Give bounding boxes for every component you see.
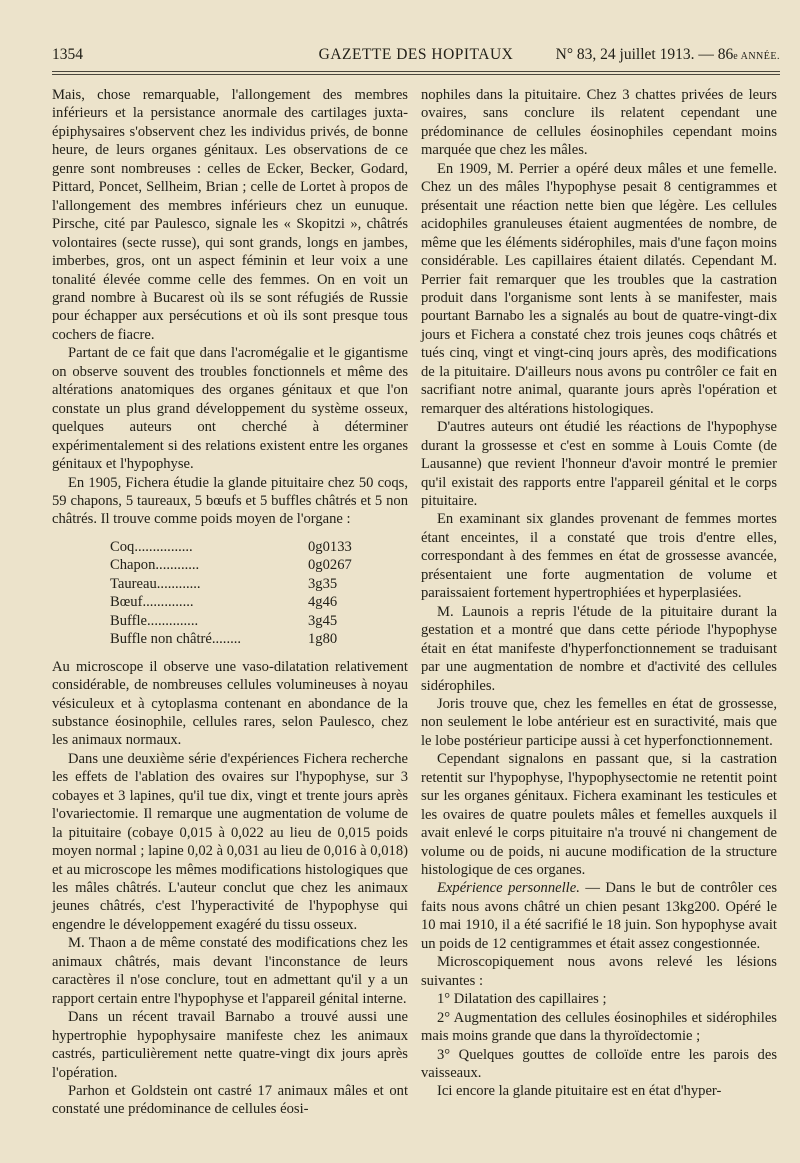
table-row [110, 593, 352, 611]
paragraph: nophiles dans la pituitaire. Chez 3 chattes privées de leurs ovaires, sans conclure ils relatent cependant une prédominance de cellules éosinophiles cependant moins marquée que chez les mâles. [421, 87, 777, 159]
table-row [110, 556, 352, 574]
paragraph: Ici encore la glande pituitaire est en état d'hyper- [437, 1083, 722, 1100]
paragraph-text: — Dans le but de contrôler ces faits nous avons châtré un chien pesant 13kg200. Opéré le 10 mai 1910, il a été sacrifié le 18 juin. Son hypophyse avait un poids de 12 centigrammes et était assez congestionnée. [421, 880, 778, 952]
running-header [52, 44, 780, 66]
table-row [110, 575, 352, 593]
paragraph: D'autres auteurs ont étudié les réactions de l'hypophyse durant la grossesse et c'est en somme à Louis Comte (de Lausanne) que revient l'honneur d'avoir montré le premier qu'il existait des rapports entre l'appareil génital et le corps pituitaire. [421, 419, 777, 509]
table-label: Buffle.............. [110, 612, 199, 629]
right-column [421, 86, 777, 1101]
paragraph: M. Launois a repris l'étude de la pituitaire durant la gestation et a montré que dans cette période l'hypophyse était en état manifeste d'hyperfonctionnement se traduisant par une augmentation de nombre et d'activité des cellules sidérophiles. [421, 603, 777, 694]
paragraph [421, 879, 777, 953]
list-item: 1° Dilatation des capillaires ; [437, 991, 607, 1008]
table-value: 1g80 [308, 631, 338, 648]
table-value: 4g46 [308, 594, 338, 611]
table-row [110, 630, 352, 648]
paragraph: Joris trouve que, chez les femelles en état de grossesse, non seulement le lobe antérieur est en suractivité, mais que le lobe postérieur participe aussi à cet hyperfonctionnement. [421, 695, 777, 749]
paragraph: En 1909, M. Perrier a opéré deux mâles et une femelle. Chez un des mâles l'hypophyse pesait 8 centigrammes et présentait une réaction nette bien que légère. Les cellules acidophiles granuleuses étaient augmentées de nombre, de même que les éléments sidérophiles, mais d'une façon moins considérable. Les capillaires étaient dilatés. Cependant M. Perrier fait remarquer que les troubles que la castration produit dans l'organisme sont lents à se manifester, mais pourtant Barnabo les a signalés au bout de quatre-vingt-dix jours et Fichera a constaté chez trois jeunes coqs châtrés et tués cinq, vingt et vingt-cinq jours après, des modifications de la pituitaire. D'ailleurs nous avons pu contrôler ce fait en sacrifiant notre animal, quarante jours après l'opération et remarquer des altérations histologiques. [421, 160, 777, 417]
header-rule-bottom [52, 74, 780, 75]
table-row [110, 612, 352, 630]
paragraph: Dans une deuxième série d'expériences Fichera recherche les effets de l'ablation des ovaires sur l'hypophyse, sur 3 cobayes et 3 lapines, qu'il tue dix, vingt et trente jours après l'ovariectomie. Il remarque une augmentation de volume de la pituitaire (cobaye 0,015 à 0,022 au lieu de 0,015 poids moyen normal ; lapine 0,02 à 0,031 au lieu de 0,016 à 0,018) et au microscope les mêmes modifications histologiques que les mâles châtrés. L'auteur conclut que chez les animaux jeunes châtrés, c'est l'hyperactivité de l'hypophyse qui engendre le développement exagéré du tissu osseux. [52, 750, 408, 933]
list-item: 3° Quelques gouttes de colloïde entre les parois des vaisseaux. [421, 1046, 777, 1082]
paragraph: Dans un récent travail Barnabo a trouvé aussi une hypertrophie hypophysaire manifeste chez les animaux castrés, particulièrement nette quatre-vingt dix jours après l'opération. [52, 1009, 408, 1081]
lesion-list [421, 990, 777, 1082]
paragraph: Partant de ce fait que dans l'acromégalie et le gigantisme on observe souvent des troubles fonctionnels et même des altérations anatomiques des organes génitaux et que l'on constate un plus grand développement du système osseux, quelques auteurs ont cherché à déterminer expérimentalement si des relations existent entre les organes génitaux et l'hypophyse. [52, 345, 408, 473]
table-label: Bœuf.............. [110, 594, 194, 611]
journal-title: GAZETTE DES HOPITAUX [318, 46, 514, 63]
page-number: 1354 [52, 46, 83, 63]
pituitary-weight-table [110, 538, 352, 649]
paragraph: Cependant signalons en passant que, si la castration retentit sur l'hypophyse, l'hypophysectomie ne retentit point sur les organes génitaux. Fichera examinant les testicules et les ovaires de quatre poulets mâles et femelles auxquels il avait enlevé le corps pituitaire n'a trouvé ni changement de volume ou de poids, ni aucune modification de la structure histologique de ces organes. [421, 751, 777, 879]
paragraph: Parhon et Goldstein ont castré 17 animaux mâles et ont constaté une prédominance de cellules éosi- [52, 1083, 408, 1118]
table-value: 3g35 [308, 575, 338, 592]
table-label: Buffle non châtré........ [110, 631, 242, 648]
table-label: Coq................ [110, 538, 193, 555]
issue-suffix: e ANNÉE. [733, 51, 780, 62]
paragraph: En examinant six glandes provenant de femmes mortes étant enceintes, il a constaté que trois d'entre elles, correspondant à des femmes en état de grossesse avancée, présentaient une forte augmentation de volume et paraissaient fortement hypertrophiées et hyperplasiées. [421, 511, 777, 602]
issue-info [556, 44, 780, 68]
paragraph: En 1905, Fichera étudie la glande pituitaire chez 50 coqs, 59 chapons, 5 taureaux, 5 bœufs et 5 buffles châtrés et 5 non châtrés. Il trouve comme poids moyen de l'organe : [52, 474, 408, 528]
paragraph: M. Thaon a de même constaté des modifications chez les animaux châtrés, mais devant l'inconstance de leurs caractères il n'ose conclure, tout en admettant qu'il y a un rapport certain entre l'hypophyse et l'appareil génital interne. [52, 935, 408, 1007]
table-value: 0g0267 [308, 557, 352, 574]
header-rule-top [52, 71, 780, 72]
issue-date: N° 83, 24 juillet 1913. — 86 [555, 46, 734, 63]
table-value: 3g45 [308, 612, 338, 629]
table-label: Taureau............ [110, 575, 201, 592]
table-row [110, 538, 352, 556]
table-label: Chapon............ [110, 557, 200, 574]
left-column [52, 86, 408, 1119]
paragraph: Microscopiquement nous avons relevé les lésions suivantes : [421, 954, 777, 989]
list-item: 2° Augmentation des cellules éosinophiles et sidérophiles mais moins grande que dans la thyroïdectomie ; [421, 1009, 777, 1045]
paragraph: Au microscope il observe une vaso-dilatation relativement considérable, de nombreuses cellules volumineuses à noyau vésiculeux et à cytoplasma contenant en abondance de la substance éosinophile, cellules rares, selon Paulesco, chez les animaux normaux. [52, 658, 408, 749]
table-value: 0g0133 [308, 538, 352, 555]
paragraph: Mais, chose remarquable, l'allongement des membres inférieurs et la persistance anormale des cartilages juxta-épiphysaires s'observent chez les individus privés, de bonne heure, de leurs organes génitaux. Les observations de ce genre sont nombreuses : celles de Ecker, Becker, Godard, Pittard, Poncet, Sellheim, Brian ; celle de Lortet à propos de l'allongement des membres inférieurs chez un eunuque. Pirsche, cité par Paulesco, signale les « Skopitzi », châtrés volontaires (secte russe), qui sont grands, longs en jambes, imberbes, gros, ont un aspect féminin et leur voix a une tonalité élevée comme celle des femmes. On en voit un grand nombre à Bucarest où ils se sont réfugiés de Russie pour échapper aux persécutions et où ils sont presque tous cochers de fiacre. [52, 87, 408, 343]
section-label: Expérience personnelle. [437, 880, 580, 897]
